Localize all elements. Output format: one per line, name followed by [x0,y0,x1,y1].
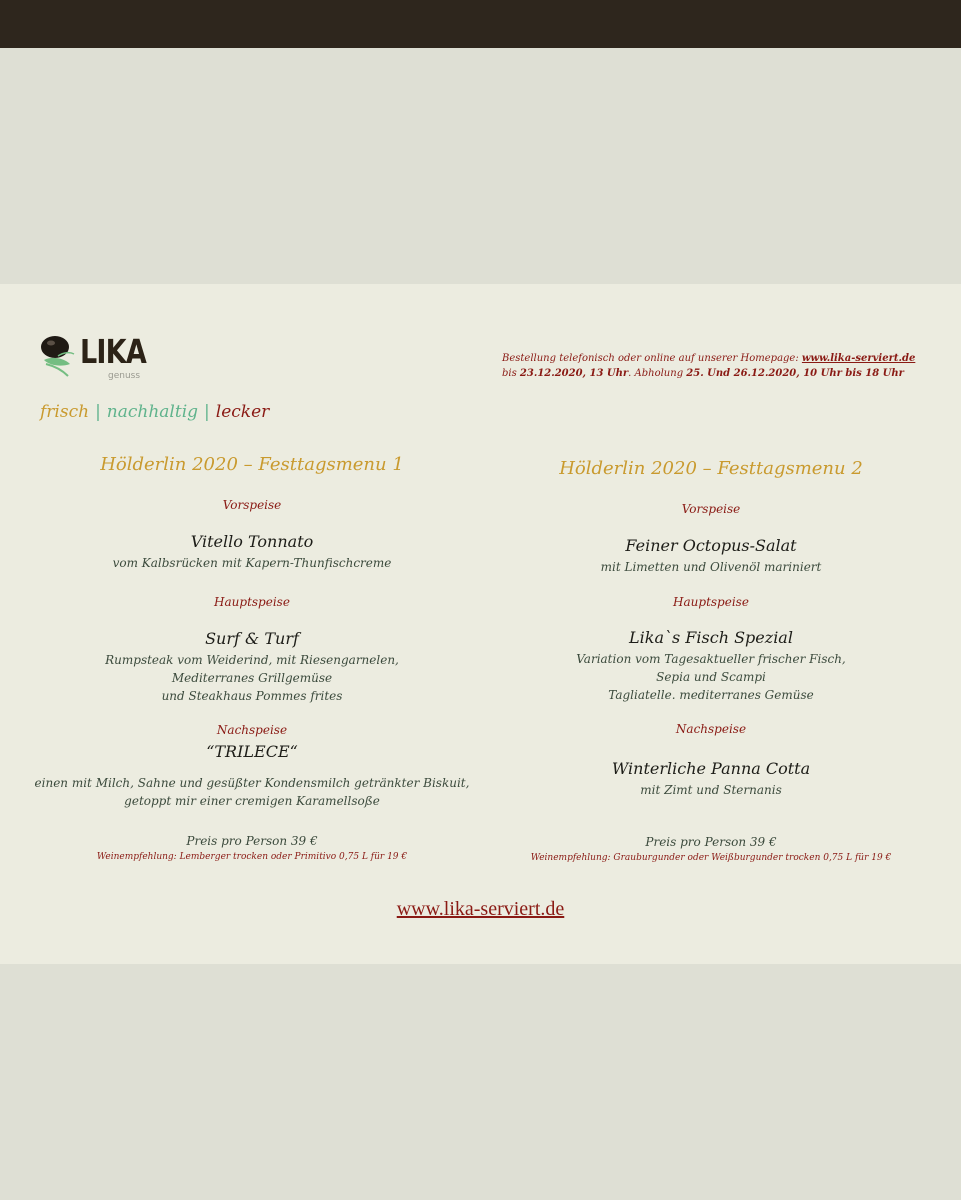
tagline [40,402,269,422]
tagline-nachhaltig: nachhaltig [106,402,199,422]
menu-2-price: Preis pro Person 39 € [645,835,777,849]
order-deadline: 23.12.2020, 13 Uhr [519,368,629,379]
tagline-separator: | [204,402,210,422]
order-line-2 [502,366,915,381]
menu-1-title: Hölderlin 2020 – Festtagsmenu 1 [100,454,404,475]
order-line-1 [502,351,915,366]
menu-2-dessert-desc: mit Zimt und Sternanis [640,783,782,797]
footer-website-link[interactable]: www.lika-serviert.de [396,898,565,920]
order-text: Bestellung telefonisch oder online auf unserer Homepage: [502,353,802,364]
menu-2-title: Hölderlin 2020 – Festtagsmenu 2 [559,458,863,479]
menu-1-dessert-desc-2: getoppt mir einer cremigen Karamellsoße [124,794,380,808]
menu-flyer [0,284,961,964]
menu-1-main-label: Hauptspeise [214,595,290,609]
menu-1-starter-label: Vorspeise [222,498,282,512]
tagline-separator: | [95,402,101,422]
menu-1-starter-dish: Vitello Tonnato [190,532,314,551]
menu-2-main-desc-2: Sepia und Scampi [656,670,766,684]
menu-1-wine: Weinempfehlung: Lemberger trocken oder Primitivo 0,75 L für 19 € [96,852,408,862]
menu-2-wine: Weinempfehlung: Grauburgunder oder Weißburgunder trocken 0,75 L für 19 € [530,853,892,863]
logo-wordmark: LIKA [80,332,146,371]
menu-2-main-desc-3: Tagliatelle. mediterranes Gemüse [608,688,814,702]
menu-2-dessert-label: Nachspeise [675,722,747,736]
menu-1-dessert-dish: “TRILECE“ [206,742,298,761]
menu-2-starter-label: Vorspeise [681,502,741,516]
menu-1-main-desc-1: Rumpsteak vom Weiderind, mit Riesengarnelen, [105,653,399,667]
tagline-lecker: lecker [215,402,270,422]
menu-1-starter-desc: vom Kalbsrücken mit Kapern-Thunfischcreme [112,556,392,570]
menu-2-main-label: Hauptspeise [673,595,749,609]
menu-1-dessert-label: Nachspeise [216,723,288,737]
menu-2-starter-dish: Feiner Octopus-Salat [625,536,797,555]
menu-2-dessert-dish: Winterliche Panna Cotta [611,759,811,778]
pickup-dates: 25. Und 26.12.2020, 10 Uhr bis 18 Uhr [686,368,904,379]
menu-2-main-dish: Lika`s Fisch Spezial [629,628,793,647]
top-bar [0,0,961,48]
order-text: bis [502,368,520,379]
menu-2-main-desc-1: Variation vom Tagesaktueller frischer Fisch, [576,652,846,666]
order-text: . Abholung [628,368,687,379]
menu-1-main-desc-2: Mediterranes Grillgemüse [171,671,333,685]
menu-1-dessert-desc-1: einen mit Milch, Sahne und gesüßter Kondensmilch getränkter Biskuit, [34,776,470,790]
logo-subtitle: genuss [108,371,141,381]
menu-1-price: Preis pro Person 39 € [186,834,318,848]
menu-1-main-dish: Surf & Turf [205,629,299,648]
menu-2-starter-desc: mit Limetten und Olivenöl mariniert [600,560,822,574]
tagline-frisch: frisch [40,402,90,422]
menu-1-main-desc-3: und Steakhaus Pommes frites [161,689,343,703]
order-homepage-link[interactable]: www.lika-serviert.de [801,353,916,364]
order-info [502,351,915,381]
